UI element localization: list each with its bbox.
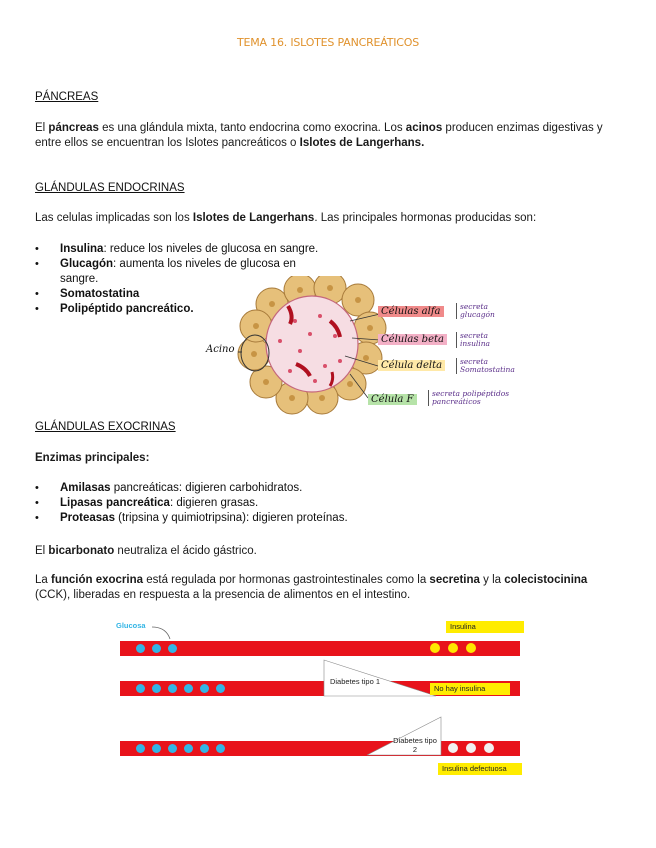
list-item: • Polipéptido pancreático.	[35, 302, 335, 317]
regulation-paragraph: La función exocrina está regulada por hormonas gastrointestinales como la secretina y la colecistocinina (CCK), liberadas en respuesta a la presencia de alimentos en el intestino.	[35, 574, 588, 601]
defective-insulin-molecule	[448, 743, 458, 753]
endocrine-intro: Las celulas implicadas son los Islotes de Langerhans. Las principales hormonas producidas son:	[35, 212, 537, 224]
islet-figure	[200, 276, 560, 416]
list-item: • Glucagón: aumenta los niveles de glucosa en sangre.	[35, 257, 335, 287]
list-item: • Proteasas (tripsina y quimiotripsina): digieren proteínas.	[35, 511, 535, 526]
glucose-molecule	[136, 744, 145, 753]
defective-insulin-label: Insulina defectuosa	[438, 763, 522, 775]
glucose-molecule	[168, 744, 177, 753]
list-item: • Insulina: reduce los niveles de glucosa en sangre.	[35, 242, 335, 257]
beta-cell-note: secreta insulina	[456, 332, 512, 348]
no-insulin-label: No hay insulina	[430, 683, 510, 695]
glucose-arrow	[150, 625, 180, 641]
glucose-label: Glucosa	[116, 621, 146, 630]
defective-insulin-molecule	[466, 743, 476, 753]
blood-vessel-normal	[120, 641, 520, 656]
glucose-molecule	[184, 684, 193, 693]
delta-cell-note: secreta Somatostatina	[456, 358, 542, 374]
section-heading-pancreas: PÁNCREAS	[35, 91, 99, 103]
glucose-molecule	[184, 744, 193, 753]
f-cell-label: Célula F	[368, 394, 417, 405]
glucose-molecule	[168, 684, 177, 693]
insulin-molecule	[430, 643, 440, 653]
list-item: • Somatostatina	[35, 287, 335, 302]
insulin-molecule	[448, 643, 458, 653]
defective-insulin-molecule	[484, 743, 494, 753]
section-heading-endocrine: GLÁNDULAS ENDOCRINAS	[35, 182, 185, 194]
glucose-molecule	[168, 644, 177, 653]
f-cell-note: secreta polipéptidos pancreáticos	[428, 390, 550, 406]
diabetes2-label: Diabetes tipo 2	[393, 736, 437, 754]
glucose-molecule	[136, 644, 145, 653]
glucose-molecule	[216, 684, 225, 693]
alpha-cell-label: Células alfa	[378, 306, 444, 317]
glucose-molecule	[136, 684, 145, 693]
alpha-cell-note: secreta glucagón	[456, 303, 518, 319]
page-title: TEMA 16. ISLOTES PANCREÁTICOS	[236, 36, 420, 49]
glucose-molecule	[152, 684, 161, 693]
list-item: • Lipasas pancreática: digieren grasas.	[35, 496, 535, 511]
glucose-molecule	[200, 684, 209, 693]
insulin-molecule	[466, 643, 476, 653]
glucose-molecule	[200, 744, 209, 753]
glucose-molecule	[216, 744, 225, 753]
blood-vessel-type2	[120, 741, 520, 756]
diabetes-diagram	[110, 615, 530, 785]
list-item: • Amilasas pancreáticas: digieren carbohidratos.	[35, 481, 535, 496]
enzymes-list	[35, 481, 535, 526]
delta-cell-label: Célula delta	[378, 360, 445, 371]
glucose-molecule	[152, 644, 161, 653]
glucose-molecule	[152, 744, 161, 753]
insulin-label: Insulina	[446, 621, 524, 633]
beta-cell-label: Células beta	[378, 334, 447, 345]
section-heading-exocrine: GLÁNDULAS EXOCRINAS	[35, 421, 176, 433]
enzymes-heading: Enzimas principales:	[35, 452, 150, 464]
pancreas-paragraph: El páncreas es una glándula mixta, tanto endocrina como exocrina. Los acinos producen enzimas digestivas y entre ellos se encuentran los Islotes pancreáticos o Islotes de Langerhans.	[35, 122, 603, 149]
diabetes1-label: Diabetes tipo 1	[329, 677, 381, 686]
acino-label: Acino	[206, 344, 235, 355]
bicarbonate-paragraph: El bicarbonato neutraliza el ácido gástrico.	[35, 545, 257, 557]
